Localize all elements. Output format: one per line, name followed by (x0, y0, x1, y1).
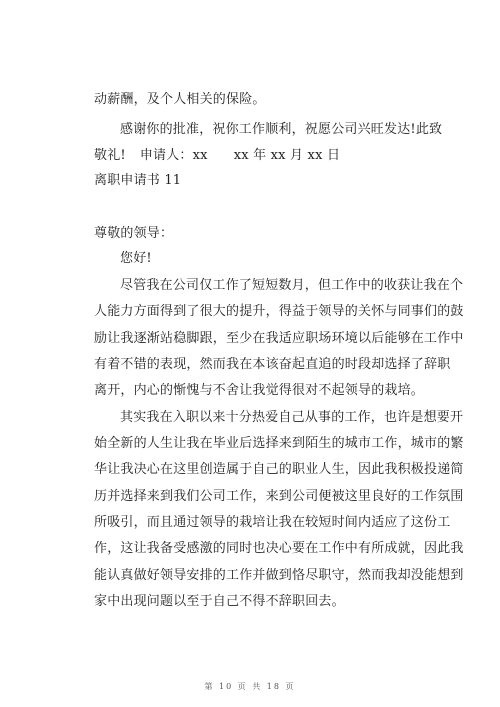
text-line: 家中出现问题以至于自己不得不辞职回去。 (94, 594, 345, 609)
text-line: 能认真做好领导安排的工作并做到恪尽职守，然而我却没能想到 (94, 568, 464, 583)
salutation-closing: 敬礼! (94, 148, 126, 163)
text-line: 感谢你的批准，祝你工作顺利，祝愿公司兴旺发达!此致 (120, 122, 443, 137)
application-date: xx 年 xx 月 xx 日 (233, 148, 341, 163)
greeting-hello: 您好! (120, 251, 152, 266)
text-line: 动薪酬，及个人相关的保险。 (94, 92, 266, 107)
text-line: 作，这让我备受感激的同时也决心要在工作中有所成就，因此我 (94, 541, 464, 556)
text-line: 尽管我在公司仅工作了短短数月，但工作中的收获让我在个 (120, 278, 464, 293)
text-line: 始全新的人生让我在毕业后选择来到陌生的城市工作，城市的繁 (94, 436, 464, 451)
text-line: 有着不错的表现，然而我在本该奋起直追的时段却选择了辞职 (94, 357, 451, 372)
document-heading: 离职申请书 11 (94, 173, 182, 188)
text-line: 历并选择来到我们公司工作，来到公司便被这里良好的工作氛围 (94, 489, 464, 504)
greeting-recipient: 尊敬的领导： (94, 226, 174, 241)
page-footer: 第 10 页 共 18 页 (204, 682, 296, 691)
text-line: 所吸引，而且通过领导的栽培让我在较短时间内适应了这份工 (94, 515, 451, 530)
applicant-name: 申请人：xx (139, 148, 208, 163)
text-line: 人能力方面得到了很大的提升，得益于领导的关怀与同事们的鼓 (94, 304, 464, 319)
text-line: 离开，内心的惭愧与不舍让我觉得很对不起领导的栽培。 (94, 383, 425, 398)
closing-line (94, 148, 454, 164)
text-line: 励让我逐渐站稳脚跟，至少在我适应职场环境以后能够在工作中 (94, 331, 464, 346)
text-line: 其实我在入职以来十分热爱自己从事的工作，也许是想要开 (120, 410, 464, 425)
text-line: 华让我决心在这里创造属于自己的职业人生，因此我积极投递简 (94, 462, 464, 477)
